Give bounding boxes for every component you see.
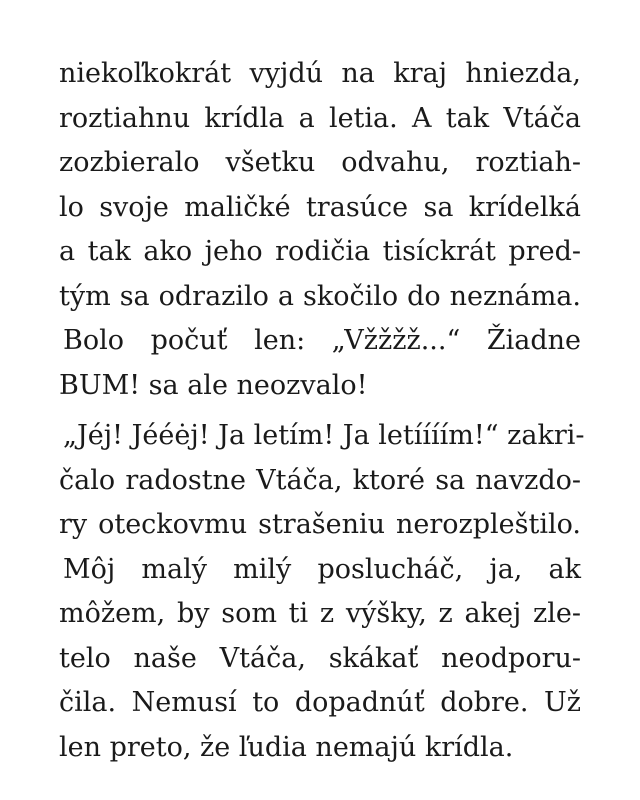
text-line: roztiahnu krídla a letia. A tak Vtáča xyxy=(59,102,581,134)
paragraph-3 xyxy=(59,414,585,548)
text-line: lo svoje maličké trasúce sa krídelká xyxy=(59,191,581,223)
text-line: a tak ako jeho rodičia tisíckrát pred- xyxy=(59,236,581,267)
text-line: ry oteckovmu strašeniu nerozpleštilo. xyxy=(59,509,581,540)
text-line: BUM! sa ale neozvalo! xyxy=(59,369,368,401)
text-line: tým sa odrazilo a skočilo do neznáma. xyxy=(59,280,581,312)
text-line: len preto, že ľudia nemajú krídla. xyxy=(59,731,514,763)
paragraph-2 xyxy=(59,319,581,408)
text-line: Môj malý milý poslucháč, ja, ak xyxy=(63,553,581,585)
paragraph-1 xyxy=(59,52,581,319)
text-line: niekoľkokrát vyjdú na kraj hniezda, xyxy=(59,58,581,89)
text-line: telo naše Vtáča, skákať neodporu- xyxy=(59,642,581,674)
text-line: Bolo počuť len: „Vžžžž...“ Žiadne xyxy=(63,325,581,356)
text-line: zozbieralo všetku odvahu, roztiah- xyxy=(59,147,581,178)
text-line: môžem, by som ti z výšky, z akej zle- xyxy=(59,598,581,629)
text-line: čila. Nemusí to dopadnúť dobre. Už xyxy=(59,687,581,718)
paragraph-4 xyxy=(59,548,581,771)
body-text xyxy=(59,52,585,770)
text-line: „Jéj! Jééėj! Ja letím! Ja letíííím!“ zakri- xyxy=(63,420,585,451)
text-line: čalo radostne Vtáča, ktoré sa navzdo- xyxy=(59,464,581,496)
